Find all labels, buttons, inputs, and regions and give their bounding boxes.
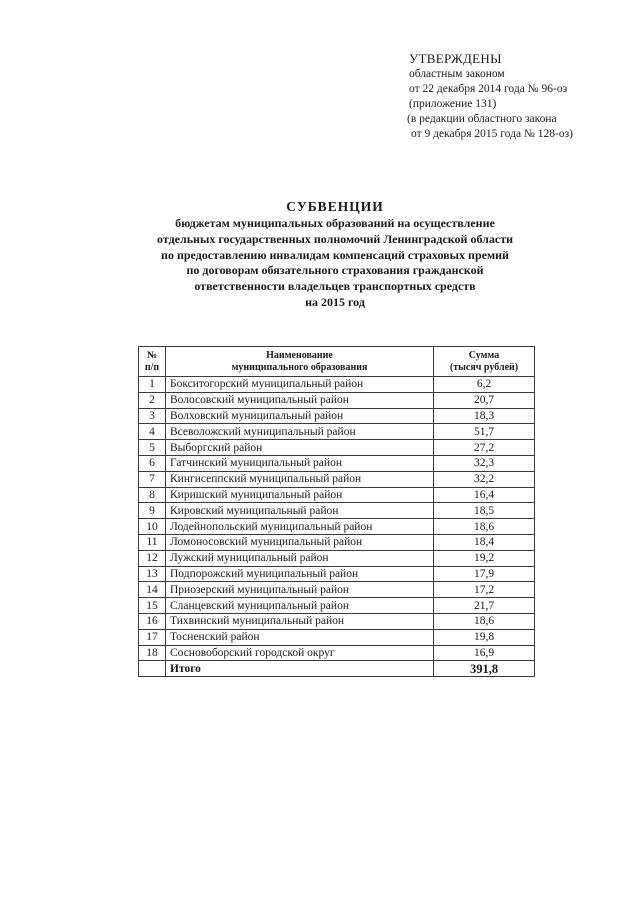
row-municipality: Приозерский муниципальный район: [166, 582, 434, 598]
header-name-line-1: Наименование: [266, 349, 333, 361]
approval-line-1: областным законом: [409, 68, 505, 80]
row-municipality: Сосновоборский городской округ: [166, 645, 434, 661]
table-row: [139, 408, 535, 424]
row-municipality: Лодейнопольский муниципальный район: [166, 519, 434, 535]
row-sum: 19,2: [434, 550, 535, 566]
row-number: 16: [139, 613, 166, 629]
approval-line-5: от 9 декабря 2015 года № 128-оз): [411, 128, 573, 140]
table-row: [139, 550, 535, 566]
header-sum-line-2: (тысяч рублей): [449, 361, 519, 373]
row-municipality: Тосненский район: [166, 629, 434, 645]
row-municipality: Выборгский район: [166, 440, 434, 456]
total-row: [139, 661, 535, 677]
row-number: 6: [139, 455, 166, 471]
table-row: [139, 613, 535, 629]
header-number-line-1: №: [146, 349, 158, 361]
row-sum: 6,2: [434, 377, 535, 393]
row-sum: 17,2: [434, 582, 535, 598]
title-line-6: на 2015 год: [305, 294, 365, 309]
row-number: 14: [139, 582, 166, 598]
table-row: [139, 566, 535, 582]
row-number: 7: [139, 471, 166, 487]
table-row: [139, 377, 535, 393]
row-sum: 18,6: [434, 519, 535, 535]
row-number: 2: [139, 392, 166, 408]
title-line-3: по предоставлению инвалидам компенсаций страховых премий: [161, 247, 509, 262]
row-municipality: Подпорожский муниципальный район: [166, 566, 434, 582]
table-row: [139, 582, 535, 598]
row-municipality: Тихвинский муниципальный район: [166, 613, 434, 629]
table-row: [139, 487, 535, 503]
header-name-line-2: муниципального образования: [231, 361, 368, 373]
row-sum: 16,4: [434, 487, 535, 503]
row-sum: 32,2: [434, 471, 535, 487]
table-row: [139, 534, 535, 550]
row-sum: 51,7: [434, 424, 535, 440]
header-number: [139, 347, 166, 377]
row-number: 3: [139, 408, 166, 424]
row-municipality: Кингисеппский муниципальный район: [166, 471, 434, 487]
row-sum: 18,6: [434, 613, 535, 629]
row-sum: 17,9: [434, 566, 535, 582]
table-row: [139, 471, 535, 487]
approval-line-2: от 22 декабря 2014 года № 96-оз: [409, 83, 568, 95]
row-number: 15: [139, 598, 166, 614]
table-row: [139, 519, 535, 535]
row-sum: 27,2: [434, 440, 535, 456]
row-number: 10: [139, 519, 166, 535]
row-municipality: Киришский муниципальный район: [166, 487, 434, 503]
row-number: 9: [139, 503, 166, 519]
row-number: 11: [139, 534, 166, 550]
table-row: [139, 424, 535, 440]
row-number: 17: [139, 629, 166, 645]
row-sum: 32,3: [434, 455, 535, 471]
header-number-line-2: п/п: [144, 361, 160, 373]
table-header-row: [139, 347, 535, 377]
row-municipality: Бокситогорский муниципальный район: [166, 377, 434, 393]
header-sum-line-1: Сумма: [468, 349, 500, 361]
table-row: [139, 440, 535, 456]
row-sum: 20,7: [434, 392, 535, 408]
header-sum: [434, 347, 535, 377]
row-sum: 18,4: [434, 534, 535, 550]
subventions-table: [138, 346, 535, 677]
table-row: [139, 392, 535, 408]
header-name: [166, 347, 434, 377]
row-municipality: Всеволожский муниципальный район: [166, 424, 434, 440]
approval-heading: УТВЕРЖДЕНЫ: [409, 51, 502, 66]
row-number: 4: [139, 424, 166, 440]
row-number: 18: [139, 645, 166, 661]
total-sum: 391,8: [434, 661, 535, 677]
title-main: СУБВЕНЦИИ: [286, 199, 384, 214]
row-municipality: Волховский муниципальный район: [166, 408, 434, 424]
row-number: 5: [139, 440, 166, 456]
row-municipality: Кировский муниципальный район: [166, 503, 434, 519]
table-row: [139, 629, 535, 645]
approval-line-3: (приложение 131): [409, 98, 497, 110]
row-sum: 19,8: [434, 629, 535, 645]
row-sum: 18,5: [434, 503, 535, 519]
title-line-5: ответственности владельцев транспортных средств: [194, 279, 476, 294]
title-line-4: по договорам обязательного страхования гражданской: [186, 263, 484, 278]
document-title: [100, 198, 570, 311]
row-sum: 18,3: [434, 408, 535, 424]
row-number: 12: [139, 550, 166, 566]
title-line-1: бюджетам муниципальных образований на осуществление: [175, 216, 495, 230]
total-label: Итого: [166, 661, 434, 677]
row-sum: 21,7: [434, 598, 535, 614]
row-number: 13: [139, 566, 166, 582]
row-number: 1: [139, 377, 166, 393]
row-number: 8: [139, 487, 166, 503]
approval-line-4: (в редакции областного закона: [407, 113, 557, 125]
title-line-2: отдельных государственных полномочий Ленинградской области: [156, 231, 514, 246]
row-municipality: Лужский муниципальный район: [166, 550, 434, 566]
table-row: [139, 503, 535, 519]
approval-stamp: [409, 50, 573, 142]
table-row: [139, 598, 535, 614]
row-sum: 16,9: [434, 645, 535, 661]
total-num-cell: [139, 661, 166, 677]
row-municipality: Гатчинский муниципальный район: [166, 455, 434, 471]
row-municipality: Волосовский муниципальный район: [166, 392, 434, 408]
table-row: [139, 645, 535, 661]
row-municipality: Сланцевский муниципальный район: [166, 598, 434, 614]
row-municipality: Ломоносовский муниципальный район: [166, 534, 434, 550]
table-body: [139, 377, 535, 661]
table-row: [139, 455, 535, 471]
